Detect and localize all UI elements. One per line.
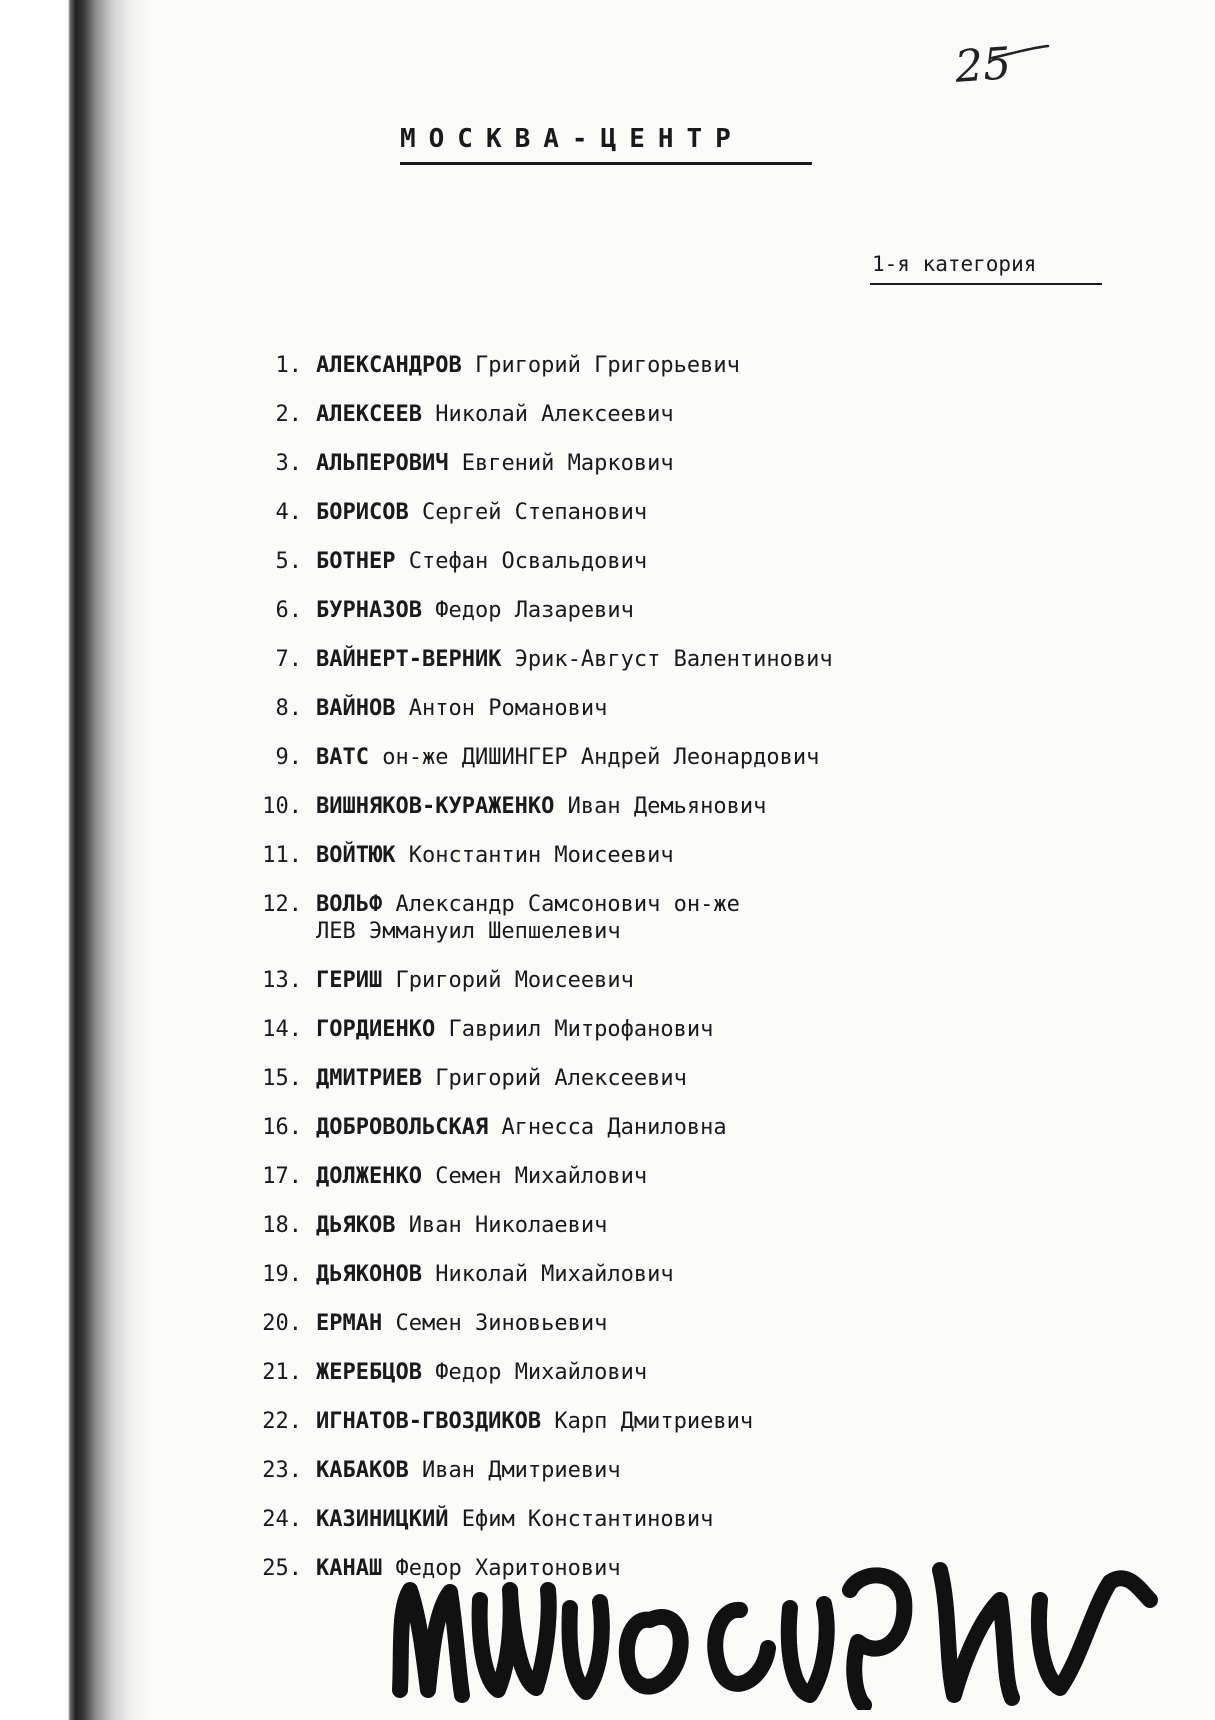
entry-name-line xyxy=(316,793,766,820)
list-item xyxy=(240,1065,1000,1114)
entry-name xyxy=(316,1261,674,1288)
entry-name xyxy=(316,793,766,820)
entry-name-line xyxy=(316,450,674,477)
list-item xyxy=(240,891,1000,967)
entry-given-names: Семен Зиновьевич xyxy=(395,1311,608,1336)
entry-surname: ДЬЯКОНОВ xyxy=(316,1262,422,1287)
entry-surname: ДМИТРИЕВ xyxy=(316,1066,422,1091)
entry-name-line xyxy=(316,1163,647,1190)
entry-number: 5. xyxy=(275,549,302,574)
entry-number: 12. xyxy=(262,892,302,917)
entry-given-names: Федор Михайлович xyxy=(435,1360,648,1385)
entry-number: 19. xyxy=(262,1262,302,1287)
entry-surname: ГЕРИШ xyxy=(316,968,383,993)
entry-number: 2. xyxy=(275,402,302,427)
entry-name-line xyxy=(316,1457,621,1484)
list-item xyxy=(240,548,1000,597)
list-item xyxy=(240,695,1000,744)
entry-name xyxy=(316,1359,647,1386)
entry-given-names: Григорий Алексеевич xyxy=(435,1066,687,1091)
entry-surname: ДОБРОВОЛЬСКАЯ xyxy=(316,1115,489,1140)
entry-given-names: Стефан Освальдович xyxy=(408,549,648,574)
entry-surname: КАНАШ xyxy=(316,1556,383,1581)
entry-name-line xyxy=(316,401,674,428)
entry-name-line xyxy=(316,352,740,379)
entry-name-line xyxy=(316,1506,713,1533)
entry-number: 23. xyxy=(262,1458,302,1483)
entry-name xyxy=(316,548,647,575)
entry-surname: ДОЛЖЕНКО xyxy=(316,1164,422,1189)
entry-number: 9. xyxy=(275,745,302,770)
entry-name xyxy=(316,1506,713,1533)
entry-given-names: Агнесса Даниловна xyxy=(501,1115,727,1140)
entry-name-line xyxy=(316,499,647,526)
entry-name xyxy=(316,352,740,379)
entry-number: 15. xyxy=(262,1066,302,1091)
entry-surname: КАБАКОВ xyxy=(316,1458,409,1483)
entry-surname: ВОЙТЮК xyxy=(316,843,396,868)
entry-given-names: Николай Михайлович xyxy=(435,1262,674,1287)
list-item xyxy=(240,450,1000,499)
entry-surname: ВИШНЯКОВ-КУРАЖЕНКО xyxy=(316,794,555,819)
entry-name-line xyxy=(316,1114,727,1141)
entry-name xyxy=(316,401,674,428)
entry-surname: АЛЬПЕРОВИЧ xyxy=(316,451,449,476)
entry-given-names: он-же ДИШИНГЕР Андрей Леонардович xyxy=(382,745,820,770)
entry-name-line xyxy=(316,1408,753,1435)
entry-name xyxy=(316,1016,713,1043)
scan-binding-edge xyxy=(0,0,150,1720)
list-item xyxy=(240,1212,1000,1261)
entry-name-line xyxy=(316,695,607,722)
entry-given-names: Антон Романович xyxy=(408,696,608,721)
entry-given-names: Иван Дмитриевич xyxy=(421,1458,621,1483)
entry-name xyxy=(316,1408,753,1435)
entry-number: 20. xyxy=(262,1311,302,1336)
entry-name-line xyxy=(316,1310,607,1337)
entry-number: 1. xyxy=(275,353,302,378)
entry-name-line xyxy=(316,597,634,624)
list-item xyxy=(240,967,1000,1016)
entry-given-names: Константин Моисеевич xyxy=(408,843,674,868)
entry-number: 14. xyxy=(262,1017,302,1042)
entry-surname: ГОРДИЕНКО xyxy=(316,1017,436,1042)
name-list xyxy=(240,352,1000,1604)
entry-given-names: Карп Дмитриевич xyxy=(554,1409,754,1434)
entry-name xyxy=(316,695,607,722)
list-item xyxy=(240,1457,1000,1506)
entry-number: 11. xyxy=(262,843,302,868)
entry-name xyxy=(316,744,819,771)
entry-number: 17. xyxy=(262,1164,302,1189)
entry-surname: ВАЙНОВ xyxy=(316,696,396,721)
entry-name xyxy=(316,1310,607,1337)
entry-number: 4. xyxy=(275,500,302,525)
entry-name-line xyxy=(316,1359,647,1386)
entry-surname: БОТНЕР xyxy=(316,549,396,574)
entry-surname: АЛЕКСЕЕВ xyxy=(316,402,422,427)
entry-name-line xyxy=(316,967,634,994)
entry-surname: ЖЕРЕБЦОВ xyxy=(316,1360,422,1385)
entry-surname: ВОЛЬФ xyxy=(316,892,383,917)
entry-number: 6. xyxy=(275,598,302,623)
entry-name xyxy=(316,450,674,477)
entry-given-names: Григорий Григорьевич xyxy=(474,353,740,378)
list-item xyxy=(240,1408,1000,1457)
category-underline xyxy=(870,283,1102,285)
entry-name-continuation: ЛЕВ Эммануил Шепшелевич xyxy=(316,919,621,944)
entry-number: 21. xyxy=(262,1360,302,1385)
entry-name xyxy=(316,967,634,994)
entry-number: 7. xyxy=(275,647,302,672)
entry-name xyxy=(316,891,740,945)
entry-name xyxy=(316,1065,687,1092)
entry-surname: БУРНАЗОВ xyxy=(316,598,422,623)
list-item xyxy=(240,793,1000,842)
list-item xyxy=(240,646,1000,695)
entry-given-names: Александр Самсонович он-же xyxy=(395,892,740,917)
entry-given-names: Иван Николаевич xyxy=(408,1213,608,1238)
page-number-flourish-icon xyxy=(990,44,1050,62)
handwritten-page-number: 25 xyxy=(953,38,1013,93)
list-item xyxy=(240,1261,1000,1310)
entry-surname: ВАЙНЕРТ-ВЕРНИК xyxy=(316,647,502,672)
document-title: МОСКВА-ЦЕНТР xyxy=(400,124,744,154)
list-item xyxy=(240,744,1000,793)
entry-name xyxy=(316,646,833,673)
entry-number: 13. xyxy=(262,968,302,993)
entry-surname: БОРИСОВ xyxy=(316,500,409,525)
list-item xyxy=(240,597,1000,646)
entry-number: 22. xyxy=(262,1409,302,1434)
entry-name-line xyxy=(316,842,674,869)
list-item xyxy=(240,1359,1000,1408)
entry-number: 8. xyxy=(275,696,302,721)
entry-given-names: Николай Алексеевич xyxy=(435,402,674,427)
entry-given-names: Семен Михайлович xyxy=(435,1164,648,1189)
entry-surname: ДЬЯКОВ xyxy=(316,1213,396,1238)
title-underline xyxy=(400,162,812,165)
entry-given-names: Евгений Маркович xyxy=(461,451,674,476)
entry-name xyxy=(316,499,647,526)
entry-name-line xyxy=(316,1016,713,1043)
list-item xyxy=(240,1016,1000,1065)
entry-number: 3. xyxy=(275,451,302,476)
entry-given-names: Сергей Степанович xyxy=(421,500,648,525)
entry-given-names: Эрик-Август Валентинович xyxy=(514,647,833,672)
entry-given-names: Иван Демьянович xyxy=(567,794,767,819)
entry-given-names: Федор Харитонович xyxy=(395,1556,621,1581)
list-item xyxy=(240,1310,1000,1359)
handwritten-signature xyxy=(380,1530,1160,1710)
entry-surname: ВАТС xyxy=(316,745,369,770)
entry-given-names: Федор Лазаревич xyxy=(435,598,634,623)
entry-name xyxy=(316,597,634,624)
list-item xyxy=(240,842,1000,891)
entry-number: 18. xyxy=(262,1213,302,1238)
category-label: 1-я категория xyxy=(872,252,1037,276)
entry-name xyxy=(316,1457,621,1484)
list-item xyxy=(240,352,1000,401)
entry-name-line xyxy=(316,744,819,771)
entry-name xyxy=(316,1114,727,1141)
entry-name-line xyxy=(316,1212,607,1239)
entry-surname: ИГНАТОВ-ГВОЗДИКОВ xyxy=(316,1409,542,1434)
entry-given-names: Гавриил Митрофанович xyxy=(448,1017,714,1042)
list-item xyxy=(240,499,1000,548)
entry-number: 10. xyxy=(262,794,302,819)
list-item xyxy=(240,401,1000,450)
entry-given-names: Григорий Моисеевич xyxy=(395,968,634,993)
entry-name xyxy=(316,1212,607,1239)
entry-given-names: Ефим Константинович xyxy=(461,1507,714,1532)
entry-name-line xyxy=(316,1261,674,1288)
entry-surname: КАЗИНИЦКИЙ xyxy=(316,1507,449,1532)
entry-number: 16. xyxy=(262,1115,302,1140)
entry-name-line xyxy=(316,646,833,673)
entry-name-line xyxy=(316,548,647,575)
list-item xyxy=(240,1163,1000,1212)
entry-surname: АЛЕКСАНДРОВ xyxy=(316,353,462,378)
entry-name xyxy=(316,842,674,869)
entry-surname: ЕРМАН xyxy=(316,1311,383,1336)
list-item xyxy=(240,1114,1000,1163)
entry-number: 25. xyxy=(262,1556,302,1581)
entry-name xyxy=(316,1163,647,1190)
entry-name-line xyxy=(316,1065,687,1092)
entry-name-line xyxy=(316,891,740,918)
entry-number: 24. xyxy=(262,1507,302,1532)
